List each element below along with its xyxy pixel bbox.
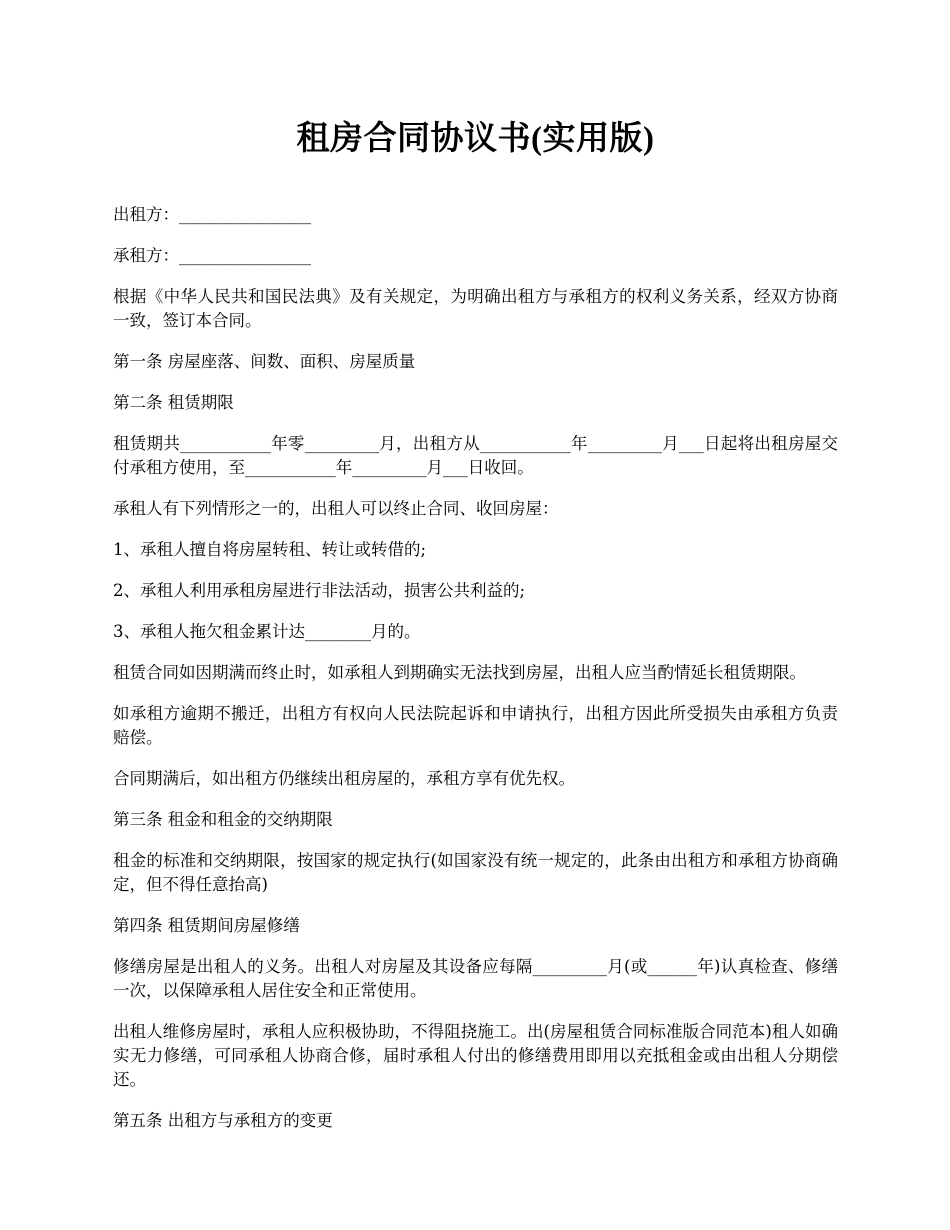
article-3-heading: 第三条 租金和租金的交纳期限 — [113, 810, 333, 829]
termination-item-3: 3、承租人拖欠租金累计达________月的。 — [113, 622, 421, 641]
lessor-line: 出租方：________________ — [113, 205, 311, 224]
repair-cooperation-paragraph: 出租人维修房屋时，承租人应积极协助，不得阻挠施工。出(房屋租赁合同标准版合同范本)租人如确实无力修缮，可同承租人协商合修，届时承租人付出的修缮费用即用以充抵租金或由出租人分期偿还。 — [113, 1022, 838, 1089]
document-title: 租房合同协议书(实用版) — [296, 121, 655, 157]
priority-right-paragraph: 合同期满后，如出租方仍继续出租房屋的，承租方享有优先权。 — [113, 769, 575, 788]
rent-standard-paragraph: 租金的标准和交纳期限，按国家的规定执行(如国家没有统一规定的，此条由出租方和承租方协商确定，但不得任意抬高) — [113, 851, 838, 894]
termination-item-1: 1、承租人擅自将房屋转租、转让或转借的; — [113, 540, 427, 559]
article-5-heading: 第五条 出租方与承租方的变更 — [113, 1111, 333, 1130]
article-2-heading: 第二条 租赁期限 — [113, 393, 234, 412]
article-1-heading: 第一条 房屋座落、间数、面积、房屋质量 — [113, 352, 416, 371]
article-4-heading: 第四条 租赁期间房屋修缮 — [113, 916, 300, 935]
lessee-line: 承租方：________________ — [113, 246, 311, 265]
extension-paragraph: 租赁合同如因期满而终止时，如承租人到期确实无法找到房屋，出租人应当酌情延长租赁期限。 — [113, 663, 806, 682]
termination-intro-paragraph: 承租人有下列情形之一的，出租人可以终止合同、收回房屋： — [113, 499, 559, 518]
overdue-move-paragraph: 如承租方逾期不搬迁，出租方有权向人民法院起诉和申请执行，出租方因此所受损失由承租方负责赔偿。 — [113, 704, 838, 747]
lease-term-paragraph: 租赁期共___________年零_________月，出租方从___________年_________月___日起将出租房屋交付承租方使用，至___________年_________月___日收回。 — [113, 434, 838, 477]
repair-duty-paragraph: 修缮房屋是出租人的义务。出租人对房屋及其设备应每隔_________月(或______年)认真检查、修缮一次，以保障承租人居住安全和正常使用。 — [113, 957, 838, 1000]
termination-item-2: 2、承租人利用承租房屋进行非法活动，损害公共利益的; — [113, 581, 526, 600]
preamble-paragraph: 根据《中华人民共和国民法典》及有关规定，为明确出租方与承租方的权利义务关系，经双方协商一致，签订本合同。 — [113, 287, 838, 330]
